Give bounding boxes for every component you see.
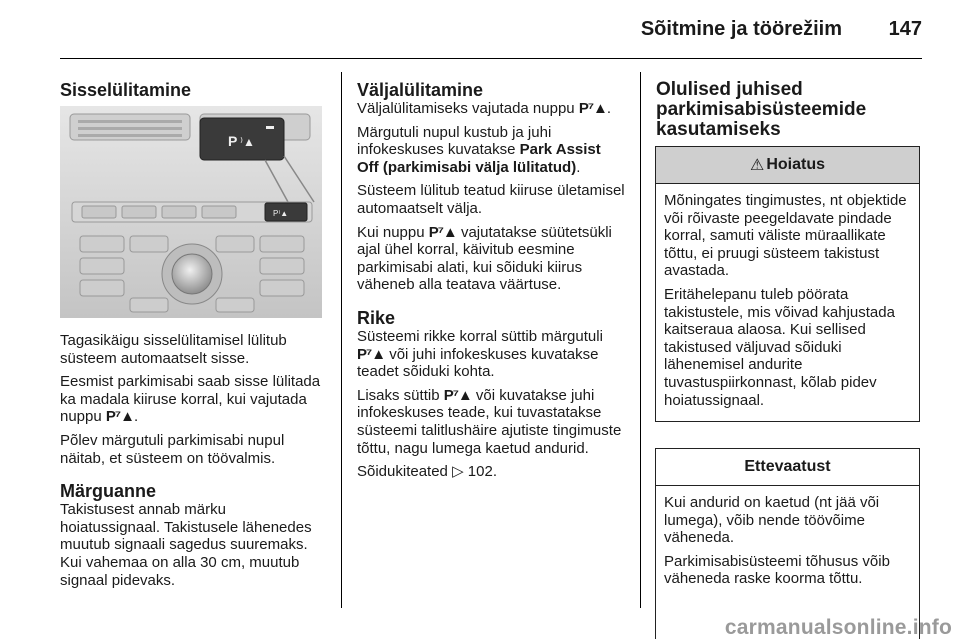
text-span: Märgutuli nupul kustub ja juhi infokeskuses kuvatakse [357,123,552,159]
paragraph: Kui andurid on kaetud (nt jää või lumega), võib nende töövõime väheneda. [664,494,880,547]
paragraph [357,124,625,177]
svg-text:⁾▲: ⁾▲ [240,135,255,149]
page-title: Sõitmine ja töörežiim [640,18,842,40]
park-assist-button-icon: P⁷▲ [357,345,386,363]
text-span: Lisaks süttib [357,386,444,404]
paragraph [60,373,325,426]
column-3 [656,80,921,140]
text-span: Kui nuppu [357,223,429,241]
center-console-illustration [60,106,322,318]
paragraph: Tagasikäigu sisselülitamisel lülitub süsteem automaatselt sisse. [60,332,287,367]
paragraph [357,387,625,457]
column-1 [60,80,325,100]
warning-box-body [656,184,919,421]
caution-box-body [656,486,919,600]
header-divider [60,58,922,59]
console-photo [60,106,322,318]
paragraph [357,463,625,481]
caution-title: Ettevaatust [744,458,831,475]
text-span: või juhi infokeskuses kuvatakse teadet sõiduki kohta. [357,345,599,381]
section-heading-marguanne: Märguanne [60,481,157,502]
paragraph: Mõningates tingimustes, nt objektide või rõivaste peegeldavate pindade korral, samuti väliste müraallikate tõttu, ei pruugi süsteem takistust avastada. [664,192,907,280]
text-span: . [606,100,612,117]
watermark: carmanualsonline.info [724,616,952,639]
page-number: 147 [888,18,922,40]
section-heading-line-3: kasutamiseks [656,119,781,140]
warning-triangle-icon: ⚠ [749,157,765,174]
text-span: Süsteemi rikke korral süttib märgutuli [357,327,603,345]
page-reference-arrow-icon: ▷ [452,463,464,481]
text-span: Sõidukiteated [357,463,453,481]
park-assist-button-icon: P⁷▲ [105,408,134,426]
paragraph: Süsteem lülitub teatud kiiruse ületamisel automaatselt välja. [357,182,625,217]
park-assist-button-icon: P⁷▲ [443,386,472,404]
park-assist-button-icon: P⁷▲ [578,100,607,117]
warning-box [655,146,920,422]
warning-box-header [656,147,919,184]
section-heading-line-2: parkimisabisüsteemide [656,99,867,120]
paragraph: Parkimisabisüsteemi tõhusus võib väheneda raske koorma tõttu. [664,552,890,588]
paragraph: Eritähelepanu tuleb pöörata takistustele, mis võivad kahjustada kaitseraua alaosa. Kui sellised takistused väljuvad sõiduki lähenemisel andurite tuvastuspiirkonnast, kõlab pidev hoiatussignaal. [664,285,895,409]
column-divider [341,72,342,608]
paragraph: Takistusest annab märku hoiatussignaal. Takistusele lähenedes muutub signaali sagedus suuremaks. Kui vahemaa on alla 30 cm, muutub signaal pidevaks. [60,501,312,589]
text-span: või kuvatakse juhi infokeskuses teade, kui tuvastatakse süsteemi talitlushäire ajutiste tingimuste tõttu, nagu lumega kaetud andurid. [357,386,622,457]
park-assist-button-icon: P⁷▲ [428,223,457,241]
paragraph [357,100,625,118]
paragraph [357,224,625,294]
text-span: . [576,158,581,176]
text-span: Eesmist parkimisabi saab sisse lülitada ka madala kiiruse korral, kui vajutada nuppu [60,373,321,426]
section-heading-sisselulitamine: Sisselülitamine [60,80,192,100]
text-span: . [492,463,497,481]
section-heading-valjalulitamine: Väljalülitamine [357,80,484,100]
caution-box [655,448,920,639]
column-divider [640,72,641,608]
display-message: Park Assist Off (parkimisabi välja lülitatud) [357,141,601,176]
svg-text:P: P [228,133,238,149]
text-span: Väljalülitamiseks vajutada nuppu [357,100,579,117]
caution-box-header [656,449,919,486]
page-header [0,0,960,60]
page-reference-link[interactable]: 102 [467,463,493,481]
warning-title: Hoiatus [766,156,825,173]
paragraph [357,328,625,381]
text-span: . [133,408,139,426]
svg-text:P⁾▲: P⁾▲ [273,209,289,218]
section-heading-line-1: Olulised juhised [656,79,803,100]
text-span: vajutatakse süütetsükli ajal ühel korral, käivitub eesmine parkimisabi alati, kui sõiduki kiirus väheneb alla teatava väärtuse. [357,223,612,294]
paragraph: Põlev märgutuli parkimisabi nupul näitab, et süsteem on töövalmis. [60,431,285,467]
column-2 [357,80,625,487]
section-heading-rike: Rike [357,307,396,328]
column-1-text [60,332,325,595]
